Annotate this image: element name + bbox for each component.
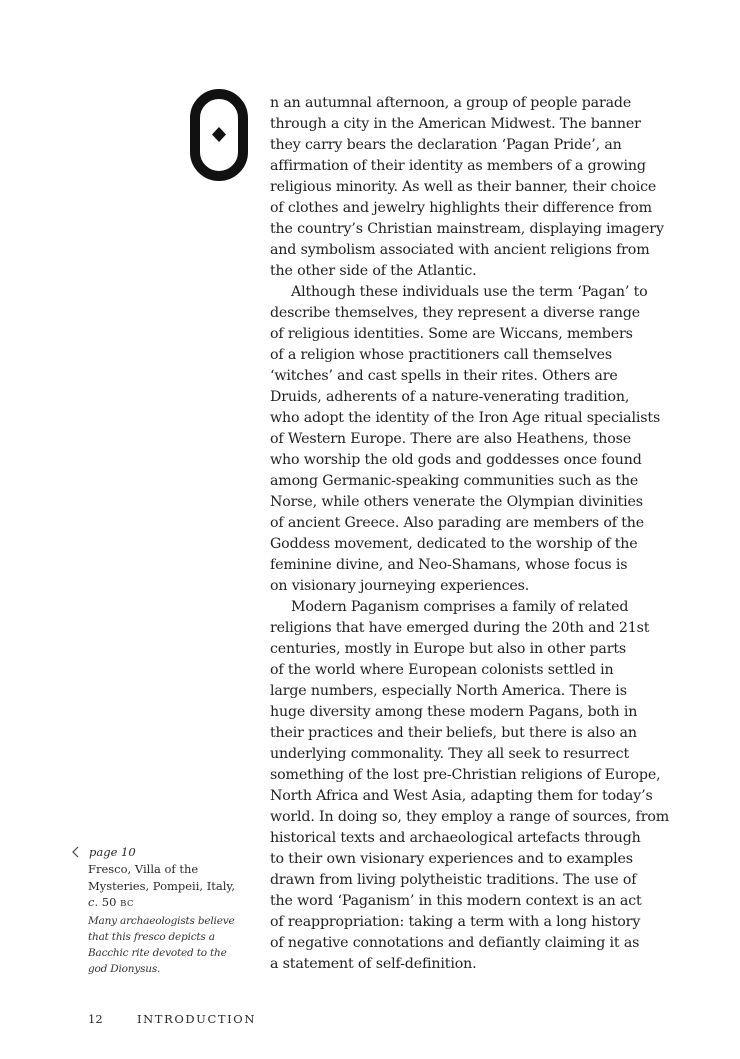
caption-note-line: Bacchic rite devoted to the — [88, 946, 227, 959]
caption-note-line: Many archaeologists believe — [88, 914, 235, 927]
caption-note-line: god Dionysus. — [88, 962, 161, 975]
caption-title-line: Mysteries, Pompeii, Italy, — [88, 878, 236, 893]
body-text-line: of ancient Greece. Also parading are members of the — [270, 515, 645, 531]
body-text-line: through a city in the American Midwest. The banner — [270, 116, 641, 132]
body-text-line: the other side of the Atlantic. — [270, 263, 477, 279]
chevron-left-icon — [70, 845, 87, 859]
body-text-line: among Germanic-speaking communities such as the — [270, 473, 639, 489]
body-text-line: their practices and their beliefs, but there is also an — [270, 725, 637, 741]
body-text-line: who worship the old gods and goddesses once found — [270, 452, 642, 468]
caption-date — [70, 894, 240, 913]
body-text-line: of reappropriation: taking a term with a long history — [270, 914, 641, 930]
caption-date-value: 50 — [101, 895, 117, 909]
body-text-line: something of the lost pre-Christian religions of Europe, — [270, 767, 661, 783]
body-text-line: Druids, adherents of a nature-venerating tradition, — [270, 389, 630, 405]
page-number: 12 — [88, 1012, 103, 1026]
caption-note-line: that this fresco depicts a — [88, 930, 215, 943]
body-text-line: who adopt the identity of the Iron Age ritual specialists — [270, 410, 661, 426]
body-text-line: the country’s Christian mainstream, displaying imagery — [270, 221, 664, 237]
body-text-line: Norse, while others venerate the Olympian divinities — [270, 494, 643, 510]
drop-cap — [190, 89, 248, 181]
caption-title-line: Fresco, Villa of the — [88, 862, 199, 876]
running-head: INTRODUCTION — [137, 1012, 256, 1026]
body-text-line: religious minority. As well as their banner, their choice — [270, 179, 657, 195]
body-text-line: huge diversity among these modern Pagans, both in — [270, 704, 638, 720]
figure-caption — [70, 843, 240, 977]
body-text-line: world. In doing so, they employ a range of sources, from — [270, 809, 670, 825]
body-text-line: Goddess movement, dedicated to the worship of the — [270, 536, 638, 552]
body-text — [270, 93, 680, 975]
body-text-line: Modern Paganism comprises a family of related — [291, 599, 629, 615]
body-text-line: on visionary journeying experiences. — [270, 578, 530, 594]
body-text-line: centuries, mostly in Europe but also in other parts — [270, 641, 627, 657]
body-text-line: large numbers, especially North America. There is — [270, 683, 627, 699]
caption-page-ref-label: page 10 — [89, 845, 136, 859]
body-text-line: of religious identities. Some are Wiccans, members — [270, 326, 633, 342]
body-text-line: religions that have emerged during the 20th and 21st — [270, 620, 650, 636]
body-text-line: underlying commonality. They all seek to resurrect — [270, 746, 630, 762]
body-text-line: and symbolism associated with ancient religions from — [270, 242, 650, 258]
drop-cap-letter-o — [190, 89, 248, 181]
body-text-line: drawn from living polytheistic traditions. The use of — [270, 872, 637, 888]
body-text-line: of clothes and jewelry highlights their difference from — [270, 200, 652, 216]
body-text-line: they carry bears the declaration ‘Pagan Pride’, an — [270, 137, 622, 153]
body-text-line: feminine divine, and Neo-Shamans, whose focus is — [270, 557, 628, 573]
body-text-line: of a religion whose practitioners call themselves — [270, 347, 612, 363]
body-text-line: a statement of self-definition. — [270, 956, 477, 972]
body-text-line: to their own visionary experiences and to examples — [270, 851, 633, 867]
body-text-line: historical texts and archaeological artefacts through — [270, 830, 641, 846]
caption-page-reference[interactable] — [70, 843, 240, 861]
body-text-line: of the world where European colonists settled in — [270, 662, 614, 678]
body-text-line: the word ‘Paganism’ in this modern context is an act — [270, 893, 642, 909]
body-text-line: North Africa and West Asia, adapting them for today’s — [270, 788, 653, 804]
body-text-line: of negative connotations and defiantly claiming it as — [270, 935, 640, 951]
diamond-ornament-icon — [212, 127, 226, 142]
body-text-line: affirmation of their identity as members of a growing — [270, 158, 646, 174]
caption-date-era: BC — [120, 899, 134, 909]
body-text-line: describe themselves, they represent a diverse range — [270, 305, 641, 321]
body-text-line: of Western Europe. There are also Heathens, those — [270, 431, 632, 447]
caption-date-prefix: c. — [88, 895, 99, 909]
body-text-line: Although these individuals use the term ‘Pagan’ to — [291, 284, 648, 300]
body-text-line: ‘witches’ and cast spells in their rites. Others are — [270, 368, 618, 384]
body-text-line: n an autumnal afternoon, a group of people parade — [270, 95, 632, 111]
